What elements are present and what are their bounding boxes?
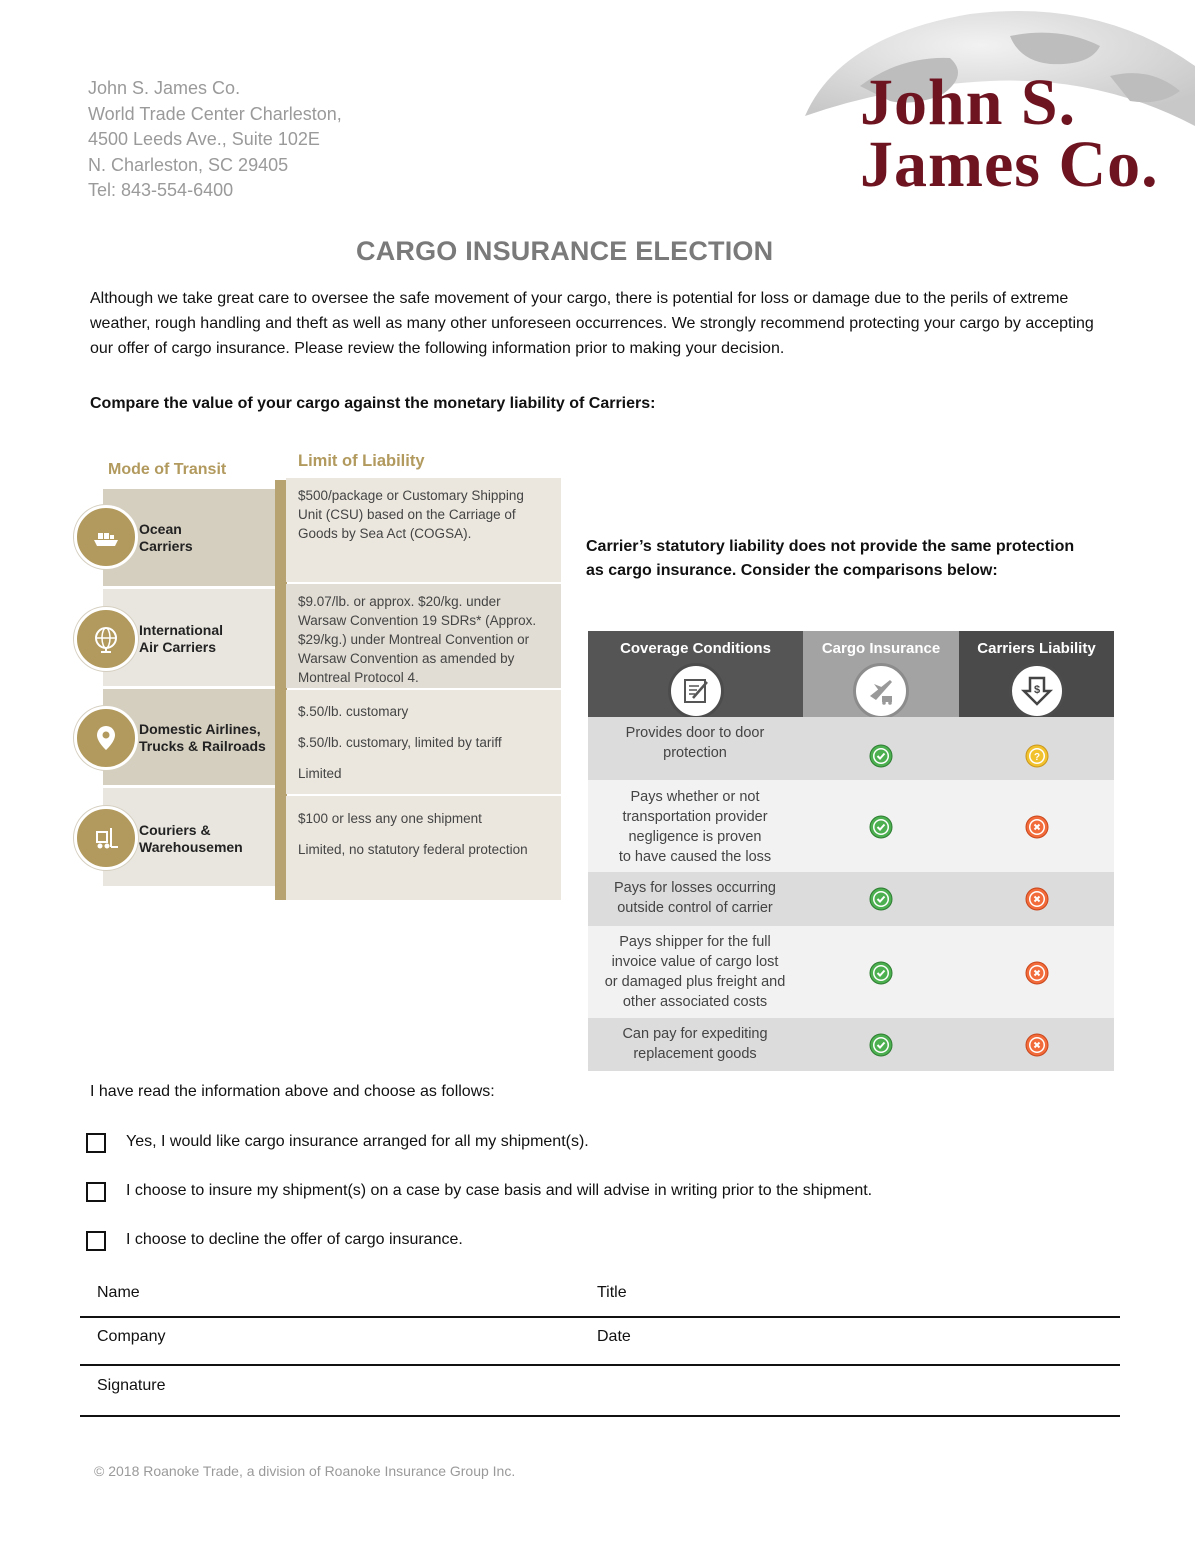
transit-row-domestic [103,689,286,785]
compare-heading: Compare the value of your cargo against the monetary liability of Carriers: [90,395,656,412]
name-title-signature-line[interactable] [80,1316,1120,1318]
mode-label: Carriers [139,538,193,554]
address-line: World Trade Center Charleston, [88,103,342,124]
carrier-liability-note: Carrier’s statutory liability does not provide the same protection as cargo insurance. Consider the comparisons below: [586,538,1075,579]
limit-of-liability-header: Limit of Liability [298,452,425,470]
transit-row-air [103,589,286,686]
choice-label: Yes, I would like cargo insurance arranged for all my shipment(s). [126,1133,589,1150]
header-label: Cargo Insurance [821,640,941,657]
limit-text: $.50/lb. customary [298,704,409,719]
transit-row-ocean [103,489,286,586]
condition-text: or damaged plus freight and [604,974,786,990]
choice-label: I choose to insure my shipment(s) on a case by case basis and will advise in writing prior to the shipment. [126,1182,873,1199]
transit-row-couriers [103,788,286,886]
document-edit-icon [668,663,724,719]
cross-icon [1025,887,1047,909]
comparison-row [588,926,1114,1018]
limit-cell-air [286,584,561,688]
check-icon [869,887,891,909]
condition-text: other associated costs [622,994,768,1010]
header-carriers-liability [959,631,1114,717]
cross-icon [1025,961,1047,983]
address-line: John S. James Co. [88,78,241,98]
mode-label: Ocean [139,521,182,537]
limit-text: $100 or less any one shipment [298,811,482,826]
condition-text: negligence is proven [628,829,762,845]
condition-text: outside control of carrier [617,900,773,916]
ship-icon [74,505,138,569]
condition-text: to have caused the loss [618,849,772,865]
mode-label: Air Carriers [139,639,217,655]
condition-text: Pays for losses occurring [614,880,776,896]
comparison-row [588,717,1114,780]
globe-icon [74,607,138,671]
logo-line: John S. [860,66,1077,139]
company-field-label: Company [97,1328,166,1345]
svg-text:$: $ [1033,684,1040,696]
mode-label: Domestic Airlines, [139,721,261,737]
company-date-signature-line[interactable] [80,1364,1120,1366]
decline-checkbox[interactable] [86,1231,106,1251]
header-label: Carriers Liability [977,640,1096,657]
question-icon [1025,744,1047,766]
mode-label: International [139,622,224,638]
check-icon [869,1033,891,1055]
limit-text: $500/package or Customary Shipping Unit (CSU) based on the Carriage of Goods by Sea Act (COGSA). [298,488,524,541]
logo-line: James Co. [860,128,1159,201]
condition-text: Pays whether or not [630,789,760,805]
comparison-row [588,780,1114,872]
signature-field-label: Signature [97,1377,166,1394]
company-logo [860,66,1159,201]
condition-text: protection [663,745,727,761]
limit-cell-couriers [286,796,561,900]
limit-text: $.50/lb. customary, limited by tariff [298,735,502,750]
title-field-label: Title [597,1284,627,1301]
plane-truck-icon [853,663,909,719]
dollar-down-arrow-icon [1009,663,1065,719]
mode-label: Trucks & Railroads [139,738,266,754]
comparison-row [588,872,1114,926]
check-icon [869,744,891,766]
address-line: N. Charleston, SC 29405 [88,154,289,175]
mode-of-transit-header: Mode of Transit [108,461,227,478]
address-line: 4500 Leeds Ave., Suite 102E [88,129,320,149]
choice-lead-text: I have read the information above and choose as follows: [90,1083,495,1100]
condition-text: invoice value of cargo lost [611,954,779,970]
choice-label: I choose to decline the offer of cargo insurance. [126,1231,463,1248]
header-cargo-insurance [803,631,959,717]
mode-label: Warehousemen [139,839,243,855]
limit-text: $9.07/lb. or approx. $20/kg. under Warsaw Convention 19 SDRs* (Approx. $29/kg.) under Montreal Convention or Warsaw Convention as amended by Montreal Protocol 4. [298,594,537,685]
check-icon [869,961,891,983]
limit-cell-ocean [286,478,561,582]
forklift-icon [74,806,138,870]
condition-text: Pays shipper for the full [619,934,771,950]
limit-text: Limited, no statutory federal protection [298,842,528,857]
check-icon [869,815,891,837]
company-address [88,76,342,204]
header-label: Coverage Conditions [620,640,771,657]
intro-paragraph: Although we take great care to oversee the safe movement of your cargo, there is potential for loss or damage due to the perils of extreme weather, rough handling and theft as well as many other unforeseen occurrences. We strongly recommend protecting your cargo by accepting our offer of cargo insurance. Please review the following information prior to making your decision. [90,290,1094,357]
name-field-label: Name [97,1284,140,1301]
condition-text: Provides door to door [625,725,765,741]
limit-cell-domestic [286,690,561,794]
footer-copyright: © 2018 Roanoke Trade, a division of Roanoke Insurance Group Inc. [94,1463,516,1479]
condition-text: Can pay for expediting [622,1026,768,1042]
insure-all-checkbox[interactable] [86,1133,106,1153]
cross-icon [1025,1033,1047,1055]
case-by-case-checkbox[interactable] [86,1182,106,1202]
condition-text: replacement goods [633,1046,757,1062]
cross-icon [1025,815,1047,837]
page-title: CARGO INSURANCE ELECTION [356,236,774,266]
mode-label: Couriers & [139,822,211,838]
svg-text:?: ? [1033,752,1041,763]
date-field-label: Date [597,1328,631,1345]
comparison-row [588,1018,1114,1071]
signature-line[interactable] [80,1415,1120,1417]
address-line: Tel: 843-554-6400 [88,180,234,200]
location-pin-icon [74,706,138,770]
header-coverage-conditions [588,631,803,717]
condition-text: transportation provider [622,809,768,825]
limit-text: Limited [298,766,342,781]
